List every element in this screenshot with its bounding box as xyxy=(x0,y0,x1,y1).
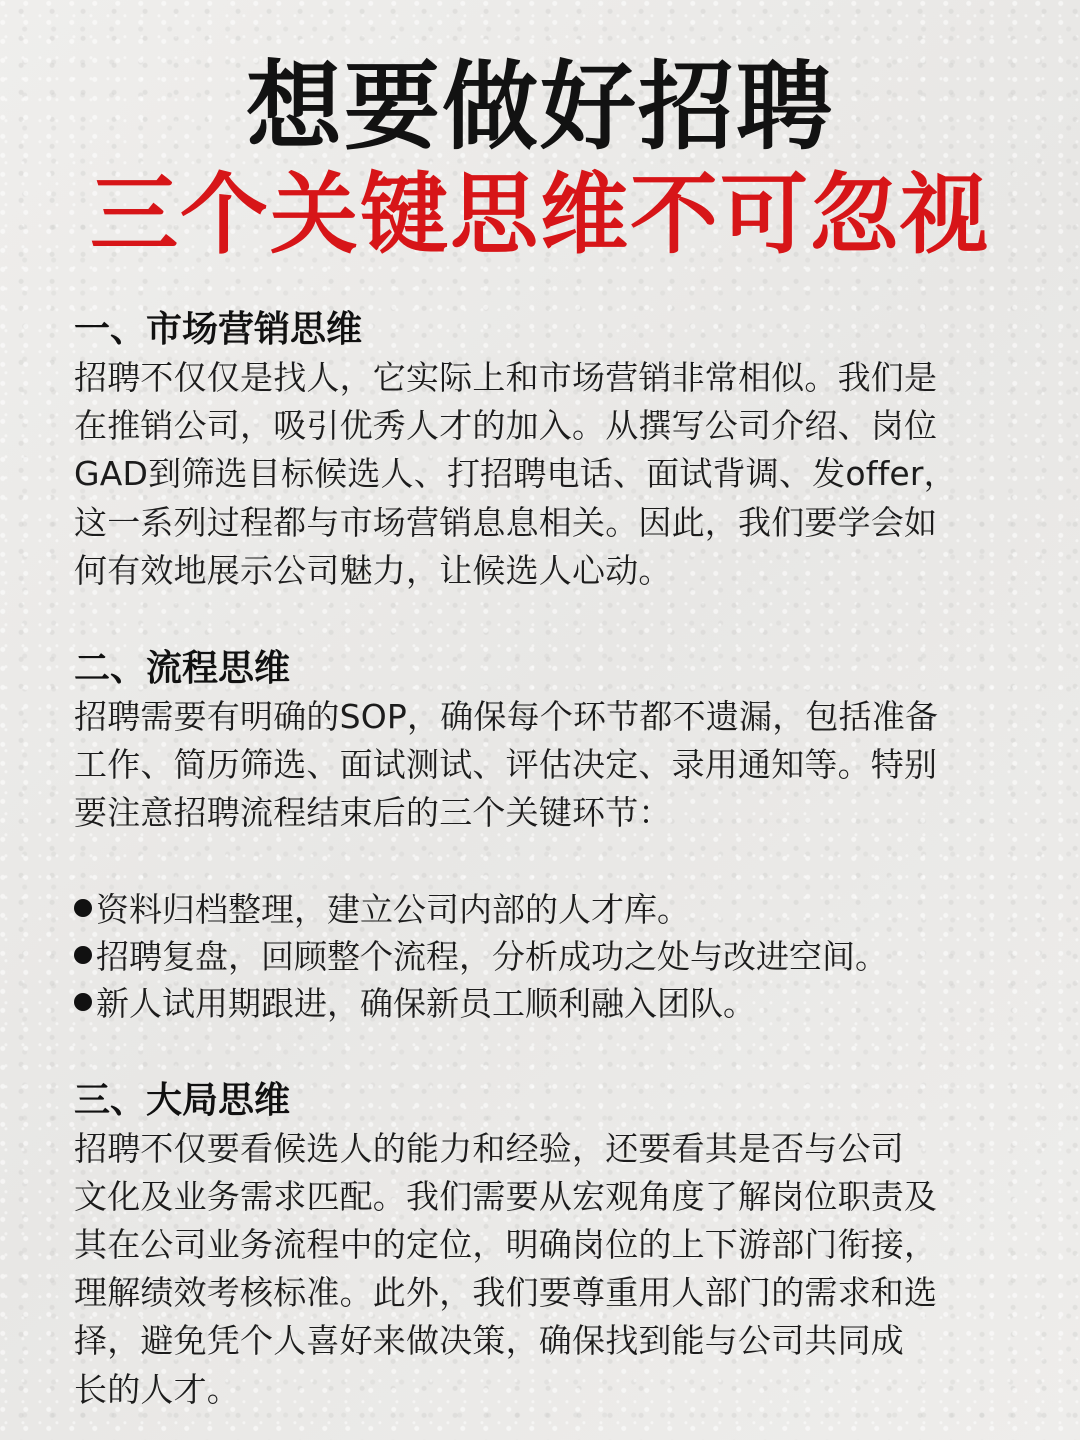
paragraph-line: 招聘不仅仅是找人，它实际上和市场营销非常相似。我们是 xyxy=(74,358,938,397)
list-item-text: 资料归档整理，建立公司内部的人才库。 xyxy=(96,889,690,929)
section-heading: 一、市场营销思维 xyxy=(74,309,363,350)
section-heading: 二、流程思维 xyxy=(74,648,291,690)
section-marketing xyxy=(74,306,1014,595)
list-item xyxy=(74,980,1014,1027)
paragraph-line: 在推销公司，吸引优秀人才的加入。从撰写公司介绍、岗位 xyxy=(74,406,938,446)
section-heading: 三、大局思维 xyxy=(74,1079,291,1121)
paragraph-line: 长的人才。 xyxy=(74,1369,240,1409)
paragraph-line: 文化及业务需求匹配。我们需要从宏观角度了解岗位职责及 xyxy=(74,1176,938,1216)
title-line-1: 想要做好招聘 xyxy=(246,51,834,163)
list-item-text: 招聘复盘，回顾整个流程，分析成功之处与改进空间。 xyxy=(96,936,888,976)
paragraph-line: 要注意招聘流程结束后的三个关键环节： xyxy=(74,793,672,833)
bullet-dot-icon xyxy=(74,993,92,1011)
title-line-2: 三个关键思维不可忽视 xyxy=(89,163,990,266)
paragraph-line: 这一系列过程都与市场营销息息相关。因此，我们要学会如 xyxy=(74,502,938,542)
list-item-text: 新人试用期跟进，确保新员工顺利融入团队。 xyxy=(96,983,756,1023)
list-spacer xyxy=(74,838,1014,886)
paragraph-line: GAD到筛选目标候选人、打招聘电话、面试背调、发offer， xyxy=(74,454,957,494)
paragraph-line: 招聘不仅要看候选人的能力和经验，还要看其是否与公司 xyxy=(74,1128,904,1168)
paragraph-line: 理解绩效考核标准。此外，我们要尊重用人部门的需求和选 xyxy=(74,1273,938,1313)
paragraph-line: 招聘需要有明确的SOP，确保每个环节都不遗漏，包括准备 xyxy=(74,697,939,737)
bullet-dot-icon xyxy=(74,899,92,917)
list-item xyxy=(74,886,1014,933)
list-item xyxy=(74,933,1014,980)
section-big-picture xyxy=(74,1077,1014,1414)
article-body xyxy=(74,306,1014,1414)
paragraph-line: 工作、简历筛选、面试测试、评估决定、录用通知等。特别 xyxy=(74,745,938,785)
paragraph-line: 其在公司业务流程中的定位，明确岗位的上下游部门衔接， xyxy=(74,1225,938,1265)
paragraph-line: 择，避免凭个人喜好来做决策，确保找到能与公司共同成 xyxy=(74,1321,904,1361)
section-spacer xyxy=(74,595,1014,645)
section-process xyxy=(74,645,1014,1027)
paragraph-line: 何有效地展示公司魅力，让候选人心动。 xyxy=(74,550,672,590)
section-spacer xyxy=(74,1027,1014,1077)
bullet-dot-icon xyxy=(74,946,92,964)
